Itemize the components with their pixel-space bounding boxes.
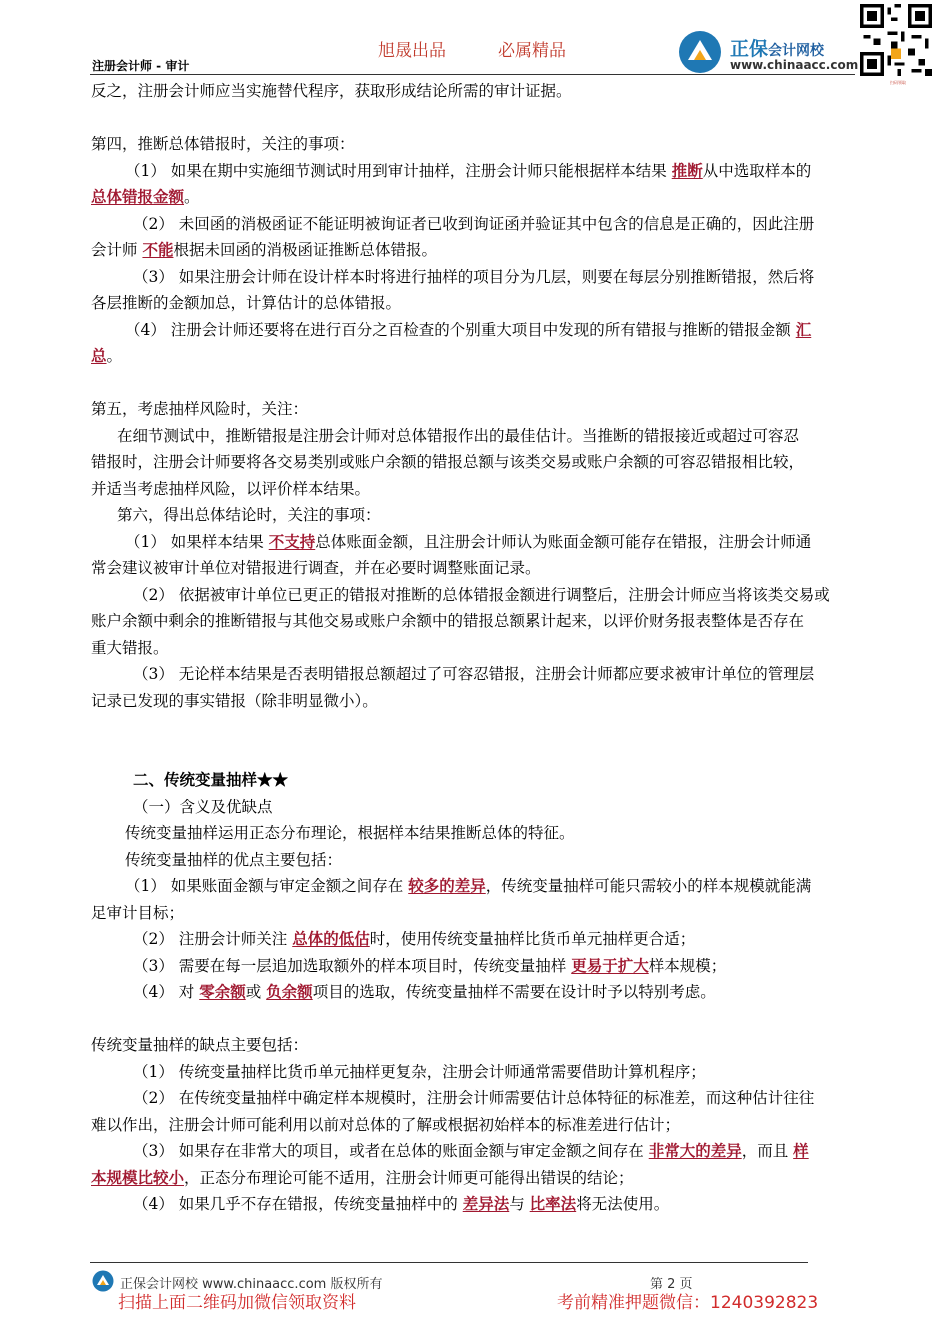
page-number: 第 2 页 — [650, 1277, 693, 1292]
list-item-continuation: 足审计目标； — [91, 903, 185, 922]
list-item: （4） 如果几乎不存在错报，传统变量抽样中的 差异法与 比率法将无法使用。 — [133, 1194, 670, 1213]
logo-name-small: 会计网校 — [768, 43, 825, 59]
paragraph: 传统变量抽样运用正态分布理论，根据样本结果推断总体的特征。 — [125, 824, 575, 842]
list-item: （1） 如果账面金额与审定金额之间存在 较多的差异，传统变量抽样可能只需较小的样本规模就能满 — [125, 876, 812, 895]
key-term: 汇 — [795, 319, 812, 339]
list-item: （2） 依据被审计单位已更正的错报对推断的总体错报金额进行调整后，注册会计师应当将该类交易或 — [133, 585, 830, 604]
key-term: 总 — [91, 346, 107, 365]
list-item: （3） 无论样本结果是否表明错报总额超过了可容忍错报，注册会计师都应要求被审计单位的管理层 — [133, 665, 815, 683]
key-term: 较多的差异 — [408, 876, 486, 895]
logo-url: www.chinaacc.com — [730, 58, 859, 72]
paragraph-continuation: 并适当考虑抽样风险，以评价样本结果。 — [91, 479, 371, 498]
paragraph-heading: 传统变量抽样的缺点主要包括： — [91, 1036, 309, 1054]
promo-banner-left: 扫描上面二维码加微信领取资料 — [118, 1293, 356, 1313]
key-term: 零余额 — [199, 982, 246, 1001]
list-item-continuation: 记录已发现的事实错报（除非明显微小）。 — [91, 691, 378, 710]
subsection-heading: （一）含义及优缺点 — [133, 797, 273, 816]
footer-divider — [90, 1262, 808, 1263]
list-item: （2） 在传统变量抽样中确定样本规模时，注册会计师需要估计总体特征的标准差，而这种估计往往 — [133, 1089, 815, 1107]
qr-code-icon — [860, 4, 932, 76]
paragraph: 在细节测试中，推断错报是注册会计师对总体错报作出的最佳估计。当推断的错报接近或超过可容忍 — [117, 426, 800, 445]
list-item: （3） 如果存在非常大的项目，或者在总体的账面金额与审定金额之间存在 非常大的差异，而且 样 — [133, 1141, 809, 1160]
footer-logo-icon — [92, 1270, 114, 1292]
paragraph-continuation: 错报时，注册会计师要将各交易类别或账户余额的错报总额与该类交易或账户余额的可容忍错报相比较， — [91, 453, 805, 471]
list-item-continuation: 账户余额中剩余的推断错报与其他交易或账户余额中的错报总额累计起来，以评价财务报表整体是否存在 — [91, 612, 805, 630]
promo-text-left: 旭晟出品 — [378, 41, 446, 61]
section-heading-5: 第五，考虑抽样风险时，关注： — [91, 400, 309, 418]
subject-title: 注册会计师 - 审计 — [92, 59, 190, 73]
page-header — [0, 0, 950, 85]
key-term: 样 — [793, 1141, 809, 1160]
list-item: （4） 对 零余额或 负余额项目的选取，传统变量抽样不需要在设计时予以特别考虑。 — [133, 982, 716, 1001]
key-term: 负余额 — [266, 982, 313, 1001]
list-item: （4） 注册会计师还要将在进行百分之百检查的个别重大项目中发现的所有错报与推断的错报金额 汇 — [125, 319, 812, 339]
key-term: 非常大的差异 — [648, 1141, 742, 1160]
key-term: 不能 — [142, 240, 174, 259]
list-item-continuation: 常会建议被审计单位对错报进行调查，并在必要时调整账面记录。 — [91, 559, 541, 577]
list-item-continuation: 总体错报金额。 — [91, 187, 200, 206]
footer-copyright: 正保会计网校 www.chinaacc.com 版权所有 — [120, 1277, 383, 1292]
list-item-continuation: 本规模比较小，正态分布理论可能不适用，注册会计师更可能得出错误的结论； — [91, 1167, 634, 1187]
list-item-continuation: 总。 — [91, 346, 123, 365]
list-item-continuation: 各层推断的金额加总，计算估计的总体错报。 — [91, 294, 402, 312]
list-item: （3） 需要在每一层追加选取额外的样本项目时，传统变量抽样 更易于扩大样本规模； — [133, 955, 727, 975]
paragraph: 反之，注册会计师应当实施替代程序，获取形成结论所需的审计证据。 — [91, 82, 572, 100]
key-term: 更易于扩大 — [571, 955, 649, 975]
key-term: 本规模比较小 — [91, 1167, 185, 1187]
key-term: 推断 — [671, 160, 703, 180]
document-body — [91, 78, 859, 1218]
paragraph: 传统变量抽样的优点主要包括： — [125, 850, 343, 869]
logo-name: 正保会计网校 — [730, 38, 825, 60]
list-item: （3） 如果注册会计师在设计样本时将进行抽样的项目分为几层，则要在每层分别推断错报，然后将 — [133, 267, 815, 286]
list-item: （2） 注册会计师关注 总体的低估时，使用传统变量抽样比货币单元抽样更合适； — [133, 929, 696, 948]
key-term: 比率法 — [529, 1194, 577, 1213]
list-item: （1） 如果样本结果 不支持总体账面金额，且注册会计师认为账面金额可能存在错报，注册会计师通 — [125, 531, 812, 551]
chinaacc-logo — [678, 28, 858, 76]
list-item-continuation: 难以作出，注册会计师可能利用以前对总体的了解或根据初始样本的标准差进行估计； — [91, 1115, 681, 1134]
list-item-continuation: 会计师 不能根据未回函的消极函证推断总体错报。 — [91, 240, 437, 259]
promo-text-right: 必属精品 — [498, 41, 566, 61]
section-heading-traditional-variable-sampling: 二、传统变量抽样★★ — [133, 770, 289, 789]
key-term: 总体错报金额 — [91, 187, 185, 206]
promo-banner-right: 考前精准押题微信：1240392823 — [557, 1293, 819, 1313]
list-item-continuation: 重大错报。 — [91, 638, 169, 657]
key-term: 差异法 — [462, 1194, 510, 1213]
list-item: （1） 传统变量抽样比货币单元抽样更复杂，注册会计师通常需要借助计算机程序； — [133, 1062, 706, 1081]
section-heading-4: 第四，推断总体错报时，关注的事项： — [91, 135, 355, 153]
section-heading-6: 第六，得出总体结论时，关注的事项： — [117, 506, 381, 524]
logo-mark-icon — [678, 30, 722, 74]
key-term: 总体的低估 — [292, 929, 370, 948]
list-item: （1） 如果在期中实施细节测试时用到审计抽样，注册会计师只能根据样本结果 推断从中选取样本的 — [125, 160, 812, 180]
list-item: （2） 未回函的消极函证不能证明被询证者已收到询证函并验证其中包含的信息是正确的，因此注册 — [133, 214, 815, 233]
key-term: 不支持 — [268, 531, 316, 551]
qr-caption: 扫码领取 — [890, 80, 906, 85]
